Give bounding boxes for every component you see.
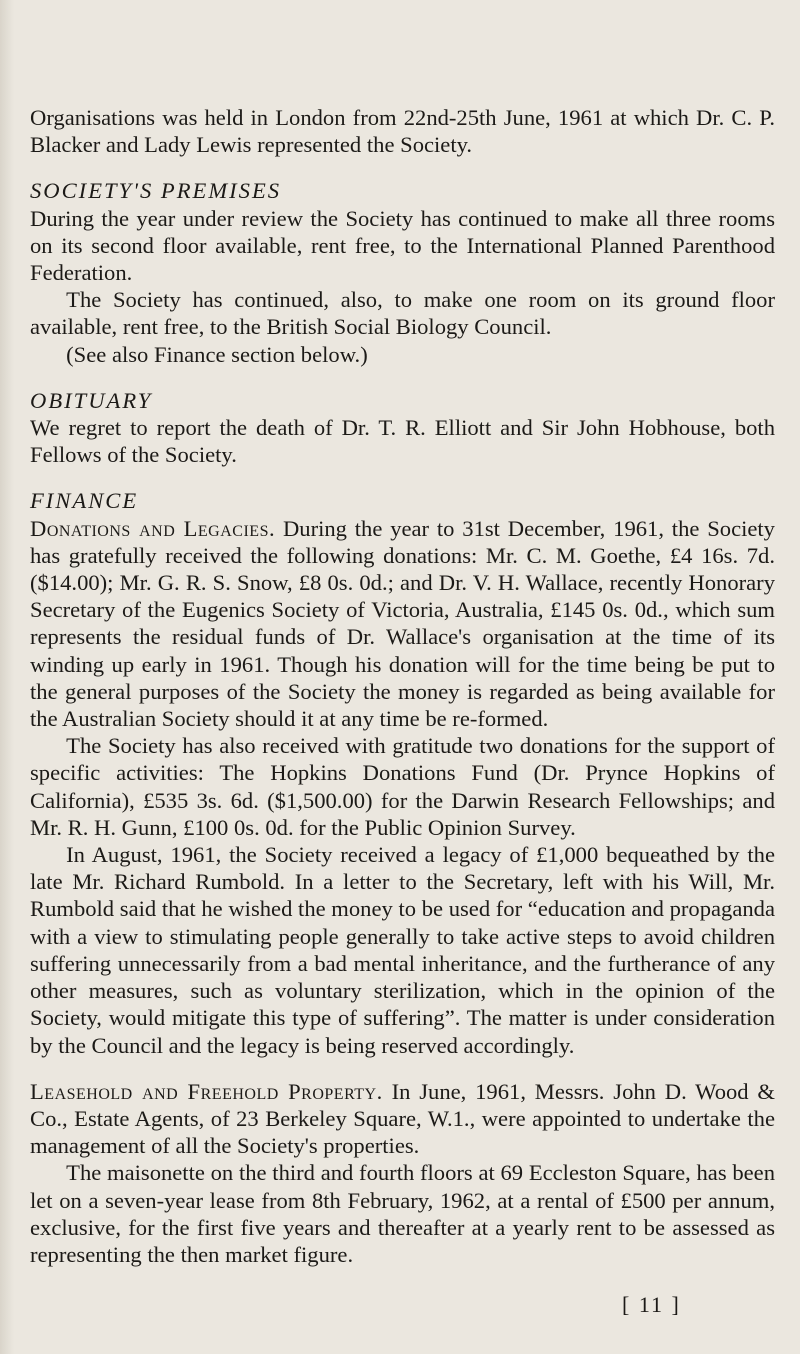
donations-lead: Donations and Legacies. bbox=[30, 515, 276, 541]
page-edge bbox=[0, 0, 14, 1354]
property-lead: Leasehold and Freehold Property. bbox=[30, 1078, 383, 1104]
obituary-section bbox=[30, 387, 775, 469]
property-text: In June, 1961, Messrs. John D. Wood & Co., Estate Agents, of 23 Berkeley Square, W.1., were appointed to undertake the management of all the Society's properties. bbox=[30, 1078, 775, 1159]
premises-paragraph-2: The Society has continued, also, to make one room on its ground floor available, rent free, to the British Social Biology Council. bbox=[30, 287, 775, 340]
donations-paragraph-1 bbox=[30, 515, 775, 733]
premises-heading: SOCIETY'S PREMISES bbox=[30, 178, 282, 204]
donations-paragraph-2: The Society has also received with gratitude two donations for the support of specific activities: The Hopkins Donations Fund (Dr. Prynce Hopkins of California), £535 3s. 6d. ($1,500.00) for the Darwin Research Fellowships; and Mr. R. H. Gunn, £100 0s. 0d. for the Public Opinion Survey. bbox=[30, 733, 775, 840]
intro-paragraph: Organisations was held in London from 22nd-25th June, 1961 at which Dr. C. P. Blacker and Lady Lewis represented the Society. bbox=[30, 105, 775, 158]
property-paragraph-2: The maisonette on the third and fourth floors at 69 Eccleston Square, has been let on a seven-year lease from 8th February, 1962, at a rental of £500 per annum, exclusive, for the first five years and thereafter at a yearly rent to be assessed as representing the then market figure. bbox=[30, 1160, 775, 1267]
finance-section bbox=[30, 487, 775, 1268]
page-number: [ 11 ] bbox=[622, 1292, 681, 1317]
premises-paragraph-1: During the year under review the Society has continued to make all three rooms on its second floor available, rent free, to the International Planned Parenthood Federation. bbox=[30, 205, 775, 286]
obituary-paragraph: We regret to report the death of Dr. T. R. Elliott and Sir John Hobhouse, both Fellows of the Society. bbox=[30, 415, 775, 468]
donations-paragraph-3: In August, 1961, the Society received a legacy of £1,000 bequeathed by the late Mr. Richard Rumbold. In a letter to the Secretary, left with his Will, Mr. Rumbold said that he wished the money to be used for “education and propaganda with a view to stimulating people generally to take active steps to avoid children suffering unnecessarily from a bad mental inheritance, and the furtherance of any other measures, such as voluntary sterilization, which in the opinion of the Society, would mitigate this type of suffering”. The matter is under consideration by the Council and the legacy is being reserved accordingly. bbox=[30, 842, 775, 1058]
donations-text: During the year to 31st December, 1961, the Society has gratefully received the following donations: Mr. C. M. Goethe, £4 16s. 7d. ($14.00); Mr. G. R. S. Snow, £8 0s. 0d.; and Dr. V. H. Wallace, recently Honorary Secretary of the Eugenics Society of Victoria, Australia, £145 0s. 0d., which sum represents the residual funds of Dr. Wallace's organisation at the time of its winding up early in 1961. Though his donation will for the time being be put to the general purposes of the Society the money is regarded as being available for the Australian Society should it at any time be re-formed. bbox=[30, 515, 775, 732]
obituary-heading: OBITUARY bbox=[30, 387, 153, 413]
property-paragraph-1 bbox=[30, 1078, 775, 1160]
document-body bbox=[30, 104, 775, 1268]
finance-heading: FINANCE bbox=[30, 488, 139, 514]
premises-section bbox=[30, 177, 775, 367]
premises-paragraph-3: (See also Finance section below.) bbox=[66, 341, 368, 367]
